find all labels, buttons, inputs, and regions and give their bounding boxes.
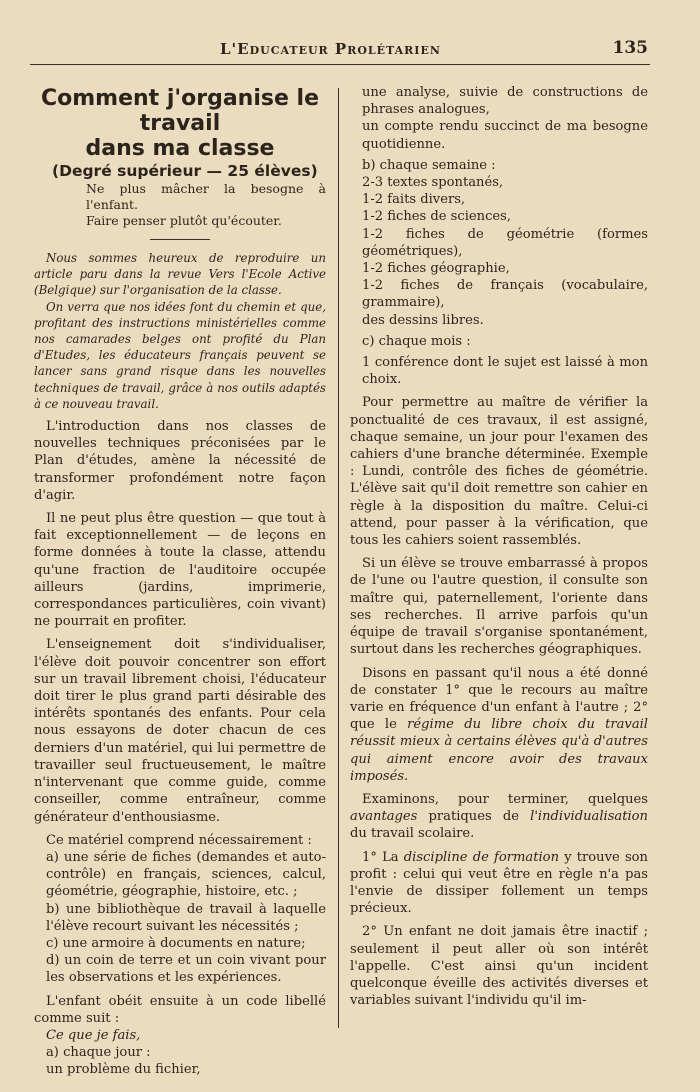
title-line-2: dans ma classe <box>85 136 275 161</box>
page-number: 135 <box>612 38 648 58</box>
column-divider <box>338 88 339 1028</box>
intro-paragraph: On verra que nos idées font du chemin et que, profitant des instructions ministérielles comme nos camarades belges ont profité du Plan d'Etudes, les éducateurs français peuvent se lancer sans grand risque dans les nouvelles techniques de travail, grâce à nos outils adaptés à ce nouveau travail. <box>34 299 326 411</box>
body-paragraph: L'enfant obéit ensuite à un code libellé comme suit : <box>34 993 326 1026</box>
running-title: L'Educateur Prolétarien <box>220 40 441 58</box>
list-item: 1-2 fiches de géométrie (formes géométriques), <box>362 226 648 259</box>
body-paragraph: L'introduction dans nos classes de nouvelles techniques préconisées par le Plan d'études, amène la nécessité de transformer profondément notre façon d'agir. <box>34 419 326 503</box>
list-item: un problème du fichier, <box>46 1062 201 1078</box>
article-subtitle: (Degré supérieur — 25 élèves) <box>52 162 318 180</box>
list-item: 1-2 fiches géographie, <box>362 261 510 277</box>
page-header <box>30 38 650 64</box>
list-item: b) une bibliothèque de travail à laquelle l'élève recourt suivant les nécessités ; <box>46 901 326 934</box>
body-paragraph: Ce matériel comprend nécessairement : <box>46 832 312 848</box>
header-rule <box>30 64 650 65</box>
list-item: d) un coin de terre et un coin vivant pour les observations et les expériences. <box>46 953 326 986</box>
list-item: une analyse, suivie de constructions de phrases analogues, <box>362 85 648 118</box>
list-item: 1 conférence dont le sujet est laissé à mon choix. <box>362 355 648 388</box>
list-item: 1-2 faits divers, <box>362 192 466 208</box>
body-paragraph: Il ne peut plus être question — que tout à fait exceptionnellement — de leçons en forme données à toute la classe, attendu qu'une fraction de l'auditoire occupée ailleurs (jardins, imprimerie, correspondances particulières, coin vivant) ne pourrait en profiter. <box>34 511 326 630</box>
body-paragraph: Si un élève se trouve embarrassé à propos de l'une ou l'autre question, il consulte son maître qui, paternellement, l'oriente dans ses recherches. Il arrive parfois qu'un équipe de travail s'organise spontanément, surtout dans les recherches géographiques. <box>350 556 648 658</box>
list-item: 1-2 fiches de sciences, <box>362 209 512 225</box>
list-item: un compte rendu succinct de ma besogne quotidienne. <box>362 119 648 152</box>
body-paragraph: 1° La discipline de formation y trouve son profit : celui qui veut être en règle n'a pas l'envie de dissiper follement un temps précieux. <box>350 849 648 917</box>
monthly-heading: c) chaque mois : <box>362 333 471 349</box>
motto-line-1: Ne plus mâcher la besogne à l'enfant. <box>86 181 326 212</box>
body-paragraph: Disons en passant qu'il nous a été donné de constater 1° que le recours au maître varie en fréquence d'un enfant à l'autre ; 2° que le régime du libre choix du travail réussit mieux à certains élèves qu'à d'autres qui aiment encore avoir des travaux imposés. <box>350 665 648 784</box>
list-item: a) une série de fiches (demandes et auto-contrôle) en français, sciences, calcul, géométrie, géographie, histoire, etc. ; <box>46 849 326 900</box>
code-heading: Ce que je fais, <box>46 1027 141 1043</box>
intro-paragraph: Nous sommes heureux de reproduire un article paru dans la revue Vers l'Ecole Active (Belgique) sur l'organisation de la classe. <box>34 251 326 298</box>
motto-line-2: Faire penser plutôt qu'écouter. <box>86 213 282 228</box>
body-paragraph: L'enseignement doit s'individualiser, l'élève doit pouvoir concentrer son effort sur un travail librement choisi, l'éducateur doit tirer le plus grand parti désirable des intérêts spontanés des enfants. Pour cela nous essayons de doter chacun de ces derniers d'un matériel, qui lui permettre de travailler seul fructueusement, le maître n'intervenant que comme guide, comme conseiller, comme entraîneur, comme générateur d'enthousiasme. <box>34 637 326 825</box>
body-paragraph: Pour permettre au maître de vérifier la ponctualité de ces travaux, il est assigné, chaque semaine, un jour pour l'examen des cahiers d'une branche déterminée. Exemple : Lundi, contrôle des fiches de géométrie. L'élève sait qu'il doit remettre son cahier en règle à la disposition du maître. Celui-ci attend, pour passer à la vérification, que tous les cahiers soient rassemblés. <box>350 395 648 549</box>
editorial-intro <box>34 250 326 412</box>
list-item: 2-3 textes spontanés, <box>362 175 504 191</box>
title-separator <box>150 239 210 240</box>
daily-heading: a) chaque jour : <box>46 1045 151 1061</box>
list-item: c) une armoire à documents en nature; <box>46 935 306 951</box>
weekly-heading: b) chaque semaine : <box>362 157 496 173</box>
list-item: 1-2 fiches de français (vocabulaire, grammaire), <box>362 278 648 311</box>
title-line-1: Comment j'organise le travail <box>40 86 320 136</box>
left-column <box>34 84 326 1079</box>
list-item: des dessins libres. <box>362 312 484 328</box>
right-column <box>350 84 648 1009</box>
body-paragraph: 2° Un enfant ne doit jamais être inactif ; seulement il peut aller où son intérêt l'appelle. C'est ainsi qu'un incident quelconque éveille des activités diverses et variables suivant l'individu qu'il im- <box>350 924 648 1009</box>
body-paragraph: Examinons, pour terminer, quelques avantages pratiques de l'individualisation du travail scolaire. <box>350 791 648 842</box>
article-title <box>34 86 326 161</box>
